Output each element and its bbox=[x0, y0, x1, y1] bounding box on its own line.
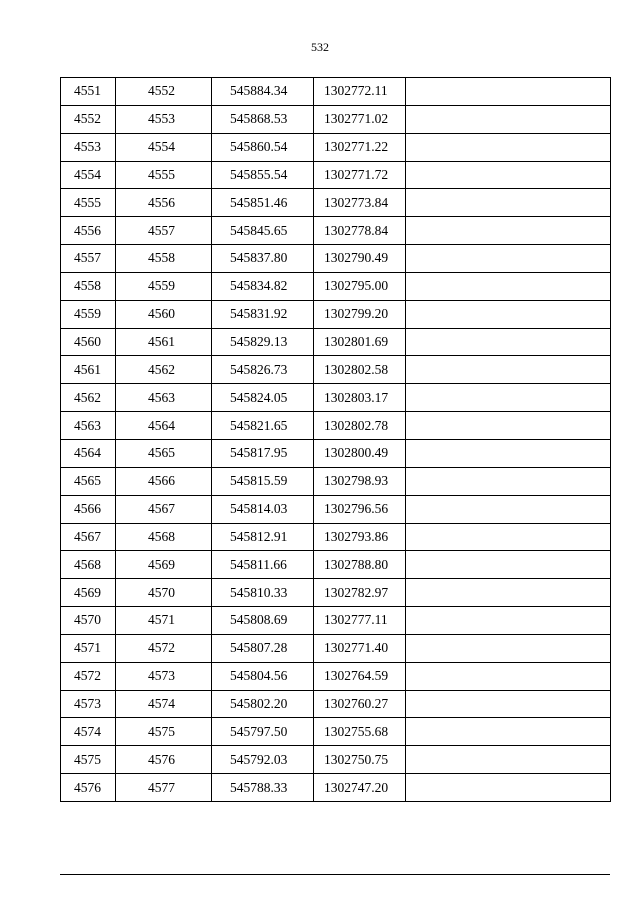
table-cell: 545851.46 bbox=[212, 189, 314, 217]
table-cell bbox=[406, 746, 611, 774]
table-cell: 4576 bbox=[61, 774, 116, 802]
table-cell: 4573 bbox=[61, 690, 116, 718]
table-row bbox=[61, 495, 611, 523]
table-cell: 4566 bbox=[61, 495, 116, 523]
table-cell: 1302750.75 bbox=[314, 746, 406, 774]
table-cell: 1302800.49 bbox=[314, 439, 406, 467]
table-cell: 4560 bbox=[61, 328, 116, 356]
table-row bbox=[61, 718, 611, 746]
table-cell: 545834.82 bbox=[212, 272, 314, 300]
table-cell bbox=[406, 634, 611, 662]
table-cell: 4558 bbox=[116, 245, 212, 273]
table-cell: 4562 bbox=[116, 356, 212, 384]
table-cell: 545810.33 bbox=[212, 579, 314, 607]
table-cell: 4562 bbox=[61, 384, 116, 412]
table-cell: 4569 bbox=[61, 579, 116, 607]
table-cell bbox=[406, 105, 611, 133]
table-cell: 1302788.80 bbox=[314, 551, 406, 579]
table-cell: 4574 bbox=[61, 718, 116, 746]
table-row bbox=[61, 78, 611, 106]
table-cell bbox=[406, 523, 611, 551]
table-cell: 4552 bbox=[116, 78, 212, 106]
table-cell: 1302755.68 bbox=[314, 718, 406, 746]
table-cell bbox=[406, 300, 611, 328]
table-row bbox=[61, 133, 611, 161]
table-row bbox=[61, 245, 611, 273]
table-cell: 545808.69 bbox=[212, 607, 314, 635]
table-cell: 545884.34 bbox=[212, 78, 314, 106]
table-cell: 4563 bbox=[61, 412, 116, 440]
table-cell: 4569 bbox=[116, 551, 212, 579]
table-cell: 545829.13 bbox=[212, 328, 314, 356]
table-cell: 4570 bbox=[116, 579, 212, 607]
table-cell bbox=[406, 78, 611, 106]
table-cell: 1302795.00 bbox=[314, 272, 406, 300]
table-cell: 1302803.17 bbox=[314, 384, 406, 412]
table-cell: 4570 bbox=[61, 607, 116, 635]
table-cell: 545826.73 bbox=[212, 356, 314, 384]
table-row bbox=[61, 551, 611, 579]
table-cell: 4551 bbox=[61, 78, 116, 106]
table-row bbox=[61, 662, 611, 690]
table-cell: 4556 bbox=[61, 217, 116, 245]
table-cell bbox=[406, 245, 611, 273]
table-cell bbox=[406, 439, 611, 467]
table-cell: 1302777.11 bbox=[314, 607, 406, 635]
table-row bbox=[61, 412, 611, 440]
table-row bbox=[61, 105, 611, 133]
table-cell bbox=[406, 217, 611, 245]
table-cell: 4572 bbox=[61, 662, 116, 690]
table-cell: 4557 bbox=[116, 217, 212, 245]
table-cell: 545788.33 bbox=[212, 774, 314, 802]
table-cell: 4555 bbox=[61, 189, 116, 217]
table-cell: 4565 bbox=[116, 439, 212, 467]
table-cell bbox=[406, 551, 611, 579]
table-cell bbox=[406, 189, 611, 217]
table-row bbox=[61, 300, 611, 328]
table-cell: 545817.95 bbox=[212, 439, 314, 467]
table-row bbox=[61, 523, 611, 551]
table-cell: 4573 bbox=[116, 662, 212, 690]
table-row bbox=[61, 272, 611, 300]
table-cell: 1302793.86 bbox=[314, 523, 406, 551]
table-cell: 4575 bbox=[61, 746, 116, 774]
table-cell: 1302799.20 bbox=[314, 300, 406, 328]
table-cell bbox=[406, 495, 611, 523]
table-cell: 1302802.58 bbox=[314, 356, 406, 384]
table-cell: 1302760.27 bbox=[314, 690, 406, 718]
coordinates-table-body bbox=[61, 78, 611, 802]
table-cell bbox=[406, 690, 611, 718]
table-cell: 1302773.84 bbox=[314, 189, 406, 217]
table-cell: 545812.91 bbox=[212, 523, 314, 551]
table-cell bbox=[406, 607, 611, 635]
table-row bbox=[61, 189, 611, 217]
table-cell bbox=[406, 356, 611, 384]
table-cell: 545792.03 bbox=[212, 746, 314, 774]
table-cell bbox=[406, 161, 611, 189]
table-cell: 4564 bbox=[116, 412, 212, 440]
table-cell: 4556 bbox=[116, 189, 212, 217]
table-cell: 4567 bbox=[116, 495, 212, 523]
table-cell: 545802.20 bbox=[212, 690, 314, 718]
table-cell: 1302771.72 bbox=[314, 161, 406, 189]
table-cell: 1302790.49 bbox=[314, 245, 406, 273]
table-cell: 545824.05 bbox=[212, 384, 314, 412]
table-cell: 545804.56 bbox=[212, 662, 314, 690]
table-row bbox=[61, 161, 611, 189]
table-cell: 1302771.40 bbox=[314, 634, 406, 662]
table-row bbox=[61, 217, 611, 245]
table-cell: 4553 bbox=[116, 105, 212, 133]
table-cell: 545831.92 bbox=[212, 300, 314, 328]
table-cell: 1302802.78 bbox=[314, 412, 406, 440]
table-cell: 4557 bbox=[61, 245, 116, 273]
table-cell: 1302782.97 bbox=[314, 579, 406, 607]
table-cell: 4577 bbox=[116, 774, 212, 802]
table-cell: 4561 bbox=[61, 356, 116, 384]
table-cell: 545845.65 bbox=[212, 217, 314, 245]
coordinates-table bbox=[60, 77, 611, 802]
table-cell: 4554 bbox=[116, 133, 212, 161]
table-cell: 545807.28 bbox=[212, 634, 314, 662]
table-row bbox=[61, 690, 611, 718]
table-cell bbox=[406, 467, 611, 495]
table-cell: 1302764.59 bbox=[314, 662, 406, 690]
table-cell: 545860.54 bbox=[212, 133, 314, 161]
table-row bbox=[61, 439, 611, 467]
table-cell: 4566 bbox=[116, 467, 212, 495]
table-row bbox=[61, 579, 611, 607]
table-cell: 4571 bbox=[61, 634, 116, 662]
table-row bbox=[61, 467, 611, 495]
table-cell: 545837.80 bbox=[212, 245, 314, 273]
table-cell: 1302747.20 bbox=[314, 774, 406, 802]
table-cell: 545868.53 bbox=[212, 105, 314, 133]
table-cell: 1302801.69 bbox=[314, 328, 406, 356]
table-cell: 4561 bbox=[116, 328, 212, 356]
table-cell: 4565 bbox=[61, 467, 116, 495]
table-cell bbox=[406, 662, 611, 690]
table-cell bbox=[406, 384, 611, 412]
table-cell: 545811.66 bbox=[212, 551, 314, 579]
table-cell: 545797.50 bbox=[212, 718, 314, 746]
table-cell: 4571 bbox=[116, 607, 212, 635]
table-cell: 4559 bbox=[61, 300, 116, 328]
page-number: 532 bbox=[311, 40, 329, 54]
table-cell: 4567 bbox=[61, 523, 116, 551]
table-cell: 4560 bbox=[116, 300, 212, 328]
table-cell: 545815.59 bbox=[212, 467, 314, 495]
table-row bbox=[61, 634, 611, 662]
table-cell bbox=[406, 133, 611, 161]
table-cell bbox=[406, 579, 611, 607]
table-cell bbox=[406, 774, 611, 802]
table-cell: 545855.54 bbox=[212, 161, 314, 189]
table-row bbox=[61, 328, 611, 356]
table-cell: 1302798.93 bbox=[314, 467, 406, 495]
table-cell: 545814.03 bbox=[212, 495, 314, 523]
table-cell: 4568 bbox=[116, 523, 212, 551]
table-cell: 1302772.11 bbox=[314, 78, 406, 106]
table-cell: 4576 bbox=[116, 746, 212, 774]
table-cell: 4554 bbox=[61, 161, 116, 189]
table-cell: 545821.65 bbox=[212, 412, 314, 440]
table-cell bbox=[406, 412, 611, 440]
table-cell bbox=[406, 328, 611, 356]
table-cell: 4563 bbox=[116, 384, 212, 412]
table-cell: 4574 bbox=[116, 690, 212, 718]
table-cell: 4568 bbox=[61, 551, 116, 579]
table-cell bbox=[406, 718, 611, 746]
table-row bbox=[61, 607, 611, 635]
table-cell: 1302778.84 bbox=[314, 217, 406, 245]
footer-divider bbox=[60, 874, 610, 875]
table-cell: 1302796.56 bbox=[314, 495, 406, 523]
table-cell: 4572 bbox=[116, 634, 212, 662]
table-cell: 1302771.22 bbox=[314, 133, 406, 161]
table-cell: 4552 bbox=[61, 105, 116, 133]
table-cell: 1302771.02 bbox=[314, 105, 406, 133]
table-row bbox=[61, 384, 611, 412]
table-cell bbox=[406, 272, 611, 300]
table-cell: 4553 bbox=[61, 133, 116, 161]
table-cell: 4564 bbox=[61, 439, 116, 467]
table-row bbox=[61, 356, 611, 384]
table-cell: 4555 bbox=[116, 161, 212, 189]
table-cell: 4575 bbox=[116, 718, 212, 746]
table-row bbox=[61, 746, 611, 774]
table-cell: 4559 bbox=[116, 272, 212, 300]
table-row bbox=[61, 774, 611, 802]
table-cell: 4558 bbox=[61, 272, 116, 300]
